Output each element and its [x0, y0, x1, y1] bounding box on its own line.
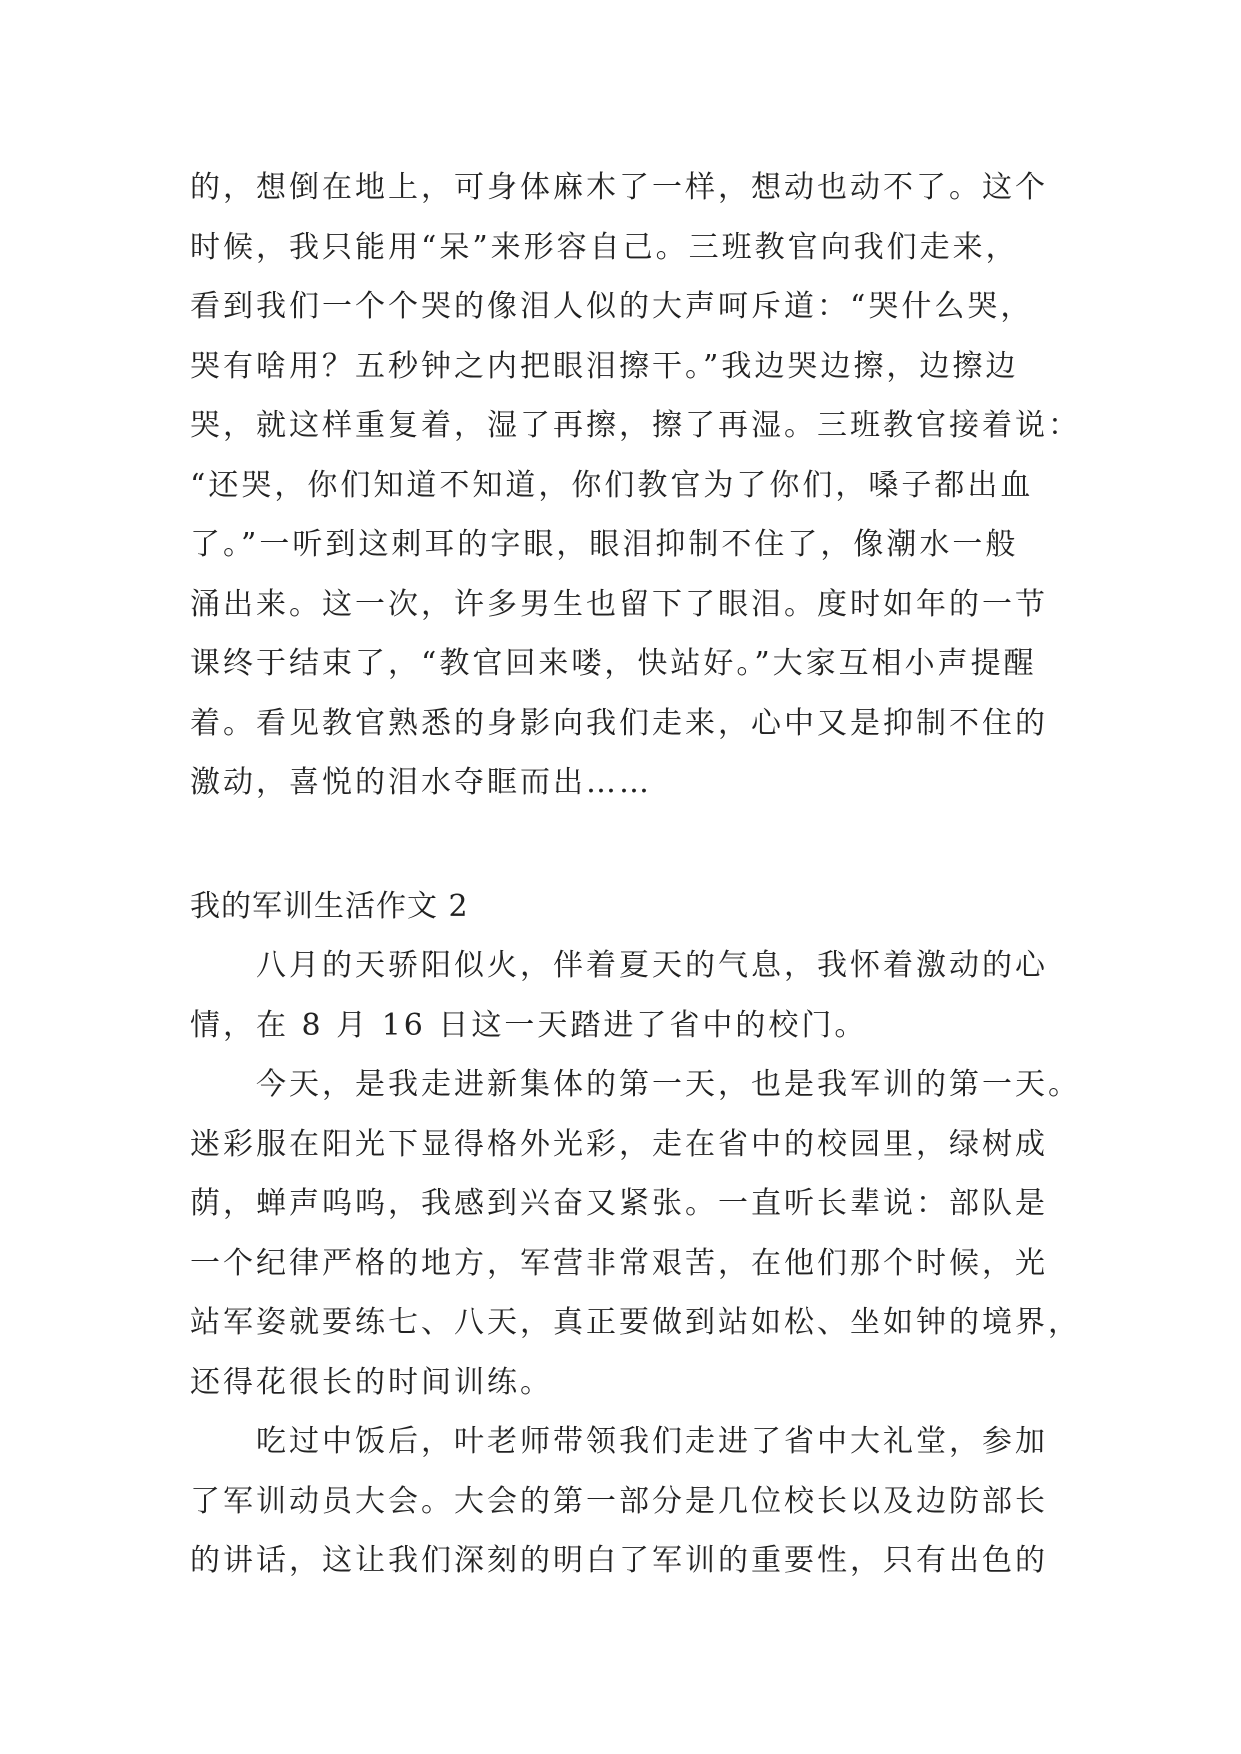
- text-line: “还哭，你们知道不知道，你们教官为了你们，嗓子都出血: [190, 467, 1034, 503]
- text-line: 了军训动员大会。大会的第一部分是几位校长以及边防部长: [190, 1483, 1048, 1519]
- text-line: 看到我们一个个哭的像泪人似的大声呵斥道：“哭什么哭，: [190, 289, 1034, 324]
- section-gap: [190, 813, 1060, 877]
- document-page: [190, 158, 1081, 1591]
- text-line: 哭，就这样重复着，湿了再擦，擦了再湿。三班教官接着说：: [190, 408, 1081, 443]
- text-line: 的讲话，这让我们深刻的明白了军训的重要性，只有出色的: [190, 1543, 1048, 1578]
- text-line: 还得花很长的时间训练。: [190, 1364, 553, 1400]
- text-line: 站军姿就要练七、八天，真正要做到站如松、坐如钟的境界，: [190, 1305, 1081, 1340]
- text-line: 一个纪律严格的地方，军营非常艰苦，在他们那个时候，光: [190, 1245, 1048, 1281]
- text-line: 荫，蝉声呜呜，我感到兴奋又紧张。一直听长辈说：部队是: [190, 1186, 1048, 1221]
- paragraph-2: [190, 1055, 1081, 1412]
- text-line: 激动，喜悦的泪水夺眶而出……: [190, 765, 652, 800]
- text-line: 迷彩服在阳光下显得格外光彩，走在省中的校园里，绿树成: [190, 1126, 1048, 1162]
- paragraph-3: [190, 1412, 1060, 1591]
- section-heading: 我的军训生活作文 2: [190, 888, 469, 924]
- text-line: 时候，我只能用“呆”来形容自己。三班教官向我们走来，: [190, 229, 1019, 265]
- text-line: 今天，是我走进新集体的第一天，也是我军训的第一天。: [256, 1067, 1081, 1102]
- text-line: 课终于结束了，“教官回来喽，快站好。”大家互相小声提醒: [190, 646, 1037, 681]
- text-line: 八月的天骄阳似火，伴着夏天的气息，我怀着激动的心: [256, 948, 1048, 983]
- text-line: 涌出来。这一次，许多男生也留下了眼泪。度时如年的一节: [190, 586, 1048, 622]
- paragraph-1: [190, 936, 1060, 1055]
- text-line: 的，想倒在地上，可身体麻木了一样，想动也动不了。这个: [190, 170, 1048, 205]
- text-line: 了。”一听到这刺耳的字眼，眼泪抑制不住了，像潮水一般: [190, 527, 1019, 562]
- text-line: 吃过中饭后，叶老师带领我们走进了省中大礼堂，参加: [256, 1424, 1048, 1459]
- paragraph-continued: [190, 158, 1081, 813]
- text-line: 着。看见教官熟悉的身影向我们走来，心中又是抑制不住的: [190, 705, 1048, 741]
- text-line: 哭有啥用？五秒钟之内把眼泪擦干。”我边哭边擦，边擦边: [190, 348, 1019, 384]
- text-line: 情，在 8 月 16 日这一天踏进了省中的校门。: [190, 1007, 868, 1043]
